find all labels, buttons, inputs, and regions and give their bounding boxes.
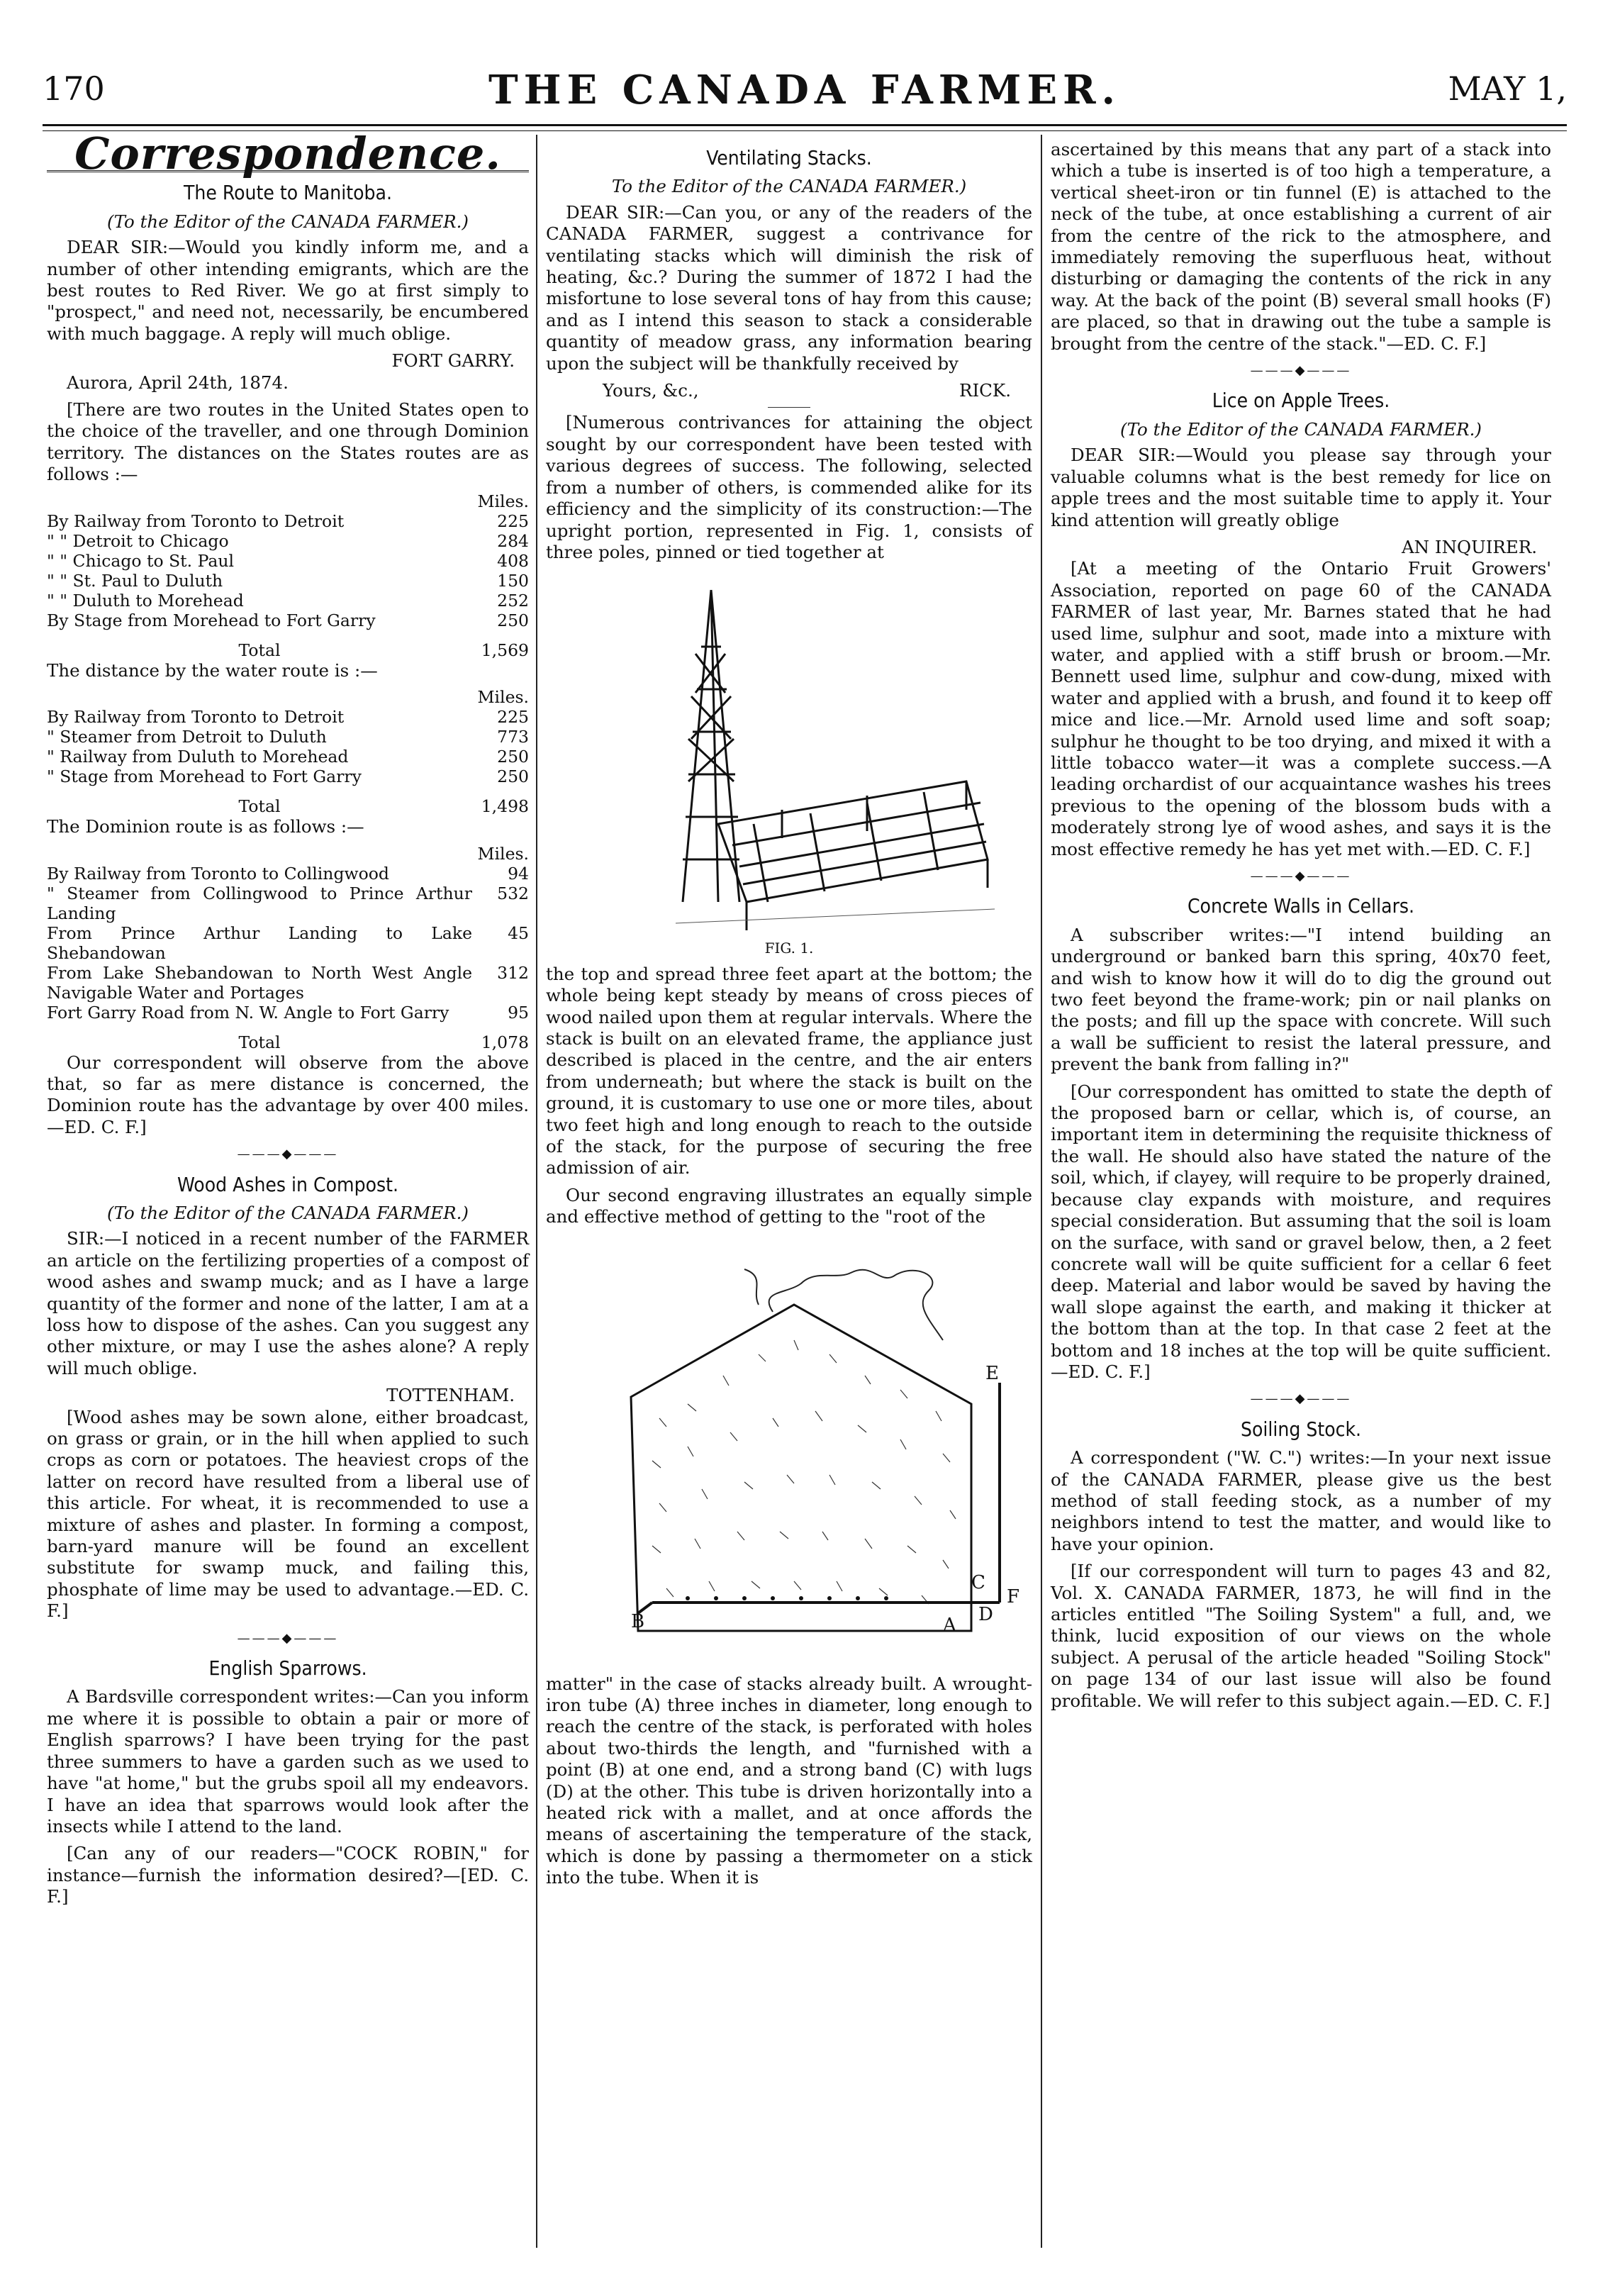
total-row: Total 1,498 <box>238 796 529 817</box>
continued-text: ascertained by this means that any part of a stack into which a tube is inserted is of too high a temperature, a vertical sheet-iron or tin funnel (E) is attached to the neck of the tube, at once establishing a current of air from the centre of the rick to the atmosphere, and immediately removing the superfluous heat, without disturbing or damaging the contents of the rick in any way. At the back of the point (B) several small hooks (F) are placed, so that in drawing out the tube a sample is brought from the centre of the stack."—ED. C. F.] <box>1051 139 1551 354</box>
table-row: " Stage from Morehead to Fort Garry 250 <box>47 767 529 787</box>
water-route-table <box>47 687 529 816</box>
units-label: Miles. <box>477 843 529 864</box>
letter-text: A subscriber writes:—"I intend building an underground or banked barn this spring, 40x70 feet, and wish to know how it will do to dig the ground out two feet beyond the frame-work; pin or nail planks on the posts; and fill up the space with concrete. Will such a wall be sufficient to resist the lateral pressure, and prevent the bank from falling in?" <box>1051 924 1551 1075</box>
ornament-divider: ———◆——— <box>1250 869 1352 884</box>
reply-end: Our correspondent will observe from the above that, so far as mere distance is concerned, the Dominion route has the advantage by over 400 miles.—ED. C. F.] <box>47 1052 529 1137</box>
reply-intro: [There are two routes in the United States open to the choice of the traveller, and one through Dominion territory. The distances on the States routes are as follows :— <box>47 399 529 485</box>
reply-text: the top and spread three feet apart at the bottom; the whole being kept steady by means of cross pieces of wood nailed upon them at regular intervals. Where the stack is built on an elevated frame, the appliance just described is placed in the centre, and the air enters from underneath; but where the stack is built on the ground, it is customary to use one or more tiles, about two feet high and long enough to reach to the outside of the stack, for the purpose of securing the free admission of air. <box>546 963 1032 1178</box>
fig2-label-b: B <box>631 1610 645 1632</box>
article-title: The Route to Manitoba. <box>184 181 392 205</box>
to-editor: (To the Editor of the CANADA FARMER.) <box>107 211 469 232</box>
table-row: By Stage from Morehead to Fort Garry 250 <box>47 610 529 630</box>
fig2-tube <box>638 1383 1000 1613</box>
fig2-haystack-illustration <box>546 1234 1032 1673</box>
letter-text: DEAR SIR:—Would you please say through your valuable columns what is the best remedy for lice on apple trees and the most suitable time to apply it. Your kind attention will greatly oblige <box>1051 445 1551 530</box>
signature: RICK. <box>959 380 1011 401</box>
fig2-label-d: D <box>978 1603 993 1625</box>
fig2-smoke <box>744 1269 943 1340</box>
section-title: Correspondence. <box>74 128 501 179</box>
issue-date: MAY 1, <box>1448 69 1567 108</box>
column-3 <box>1051 139 1551 1717</box>
signature: AN INQUIRER. <box>1401 536 1537 557</box>
header-rule <box>43 124 1567 126</box>
article-title: English Sparrows. <box>208 1656 367 1681</box>
table-row: " " St. Paul to Duluth 150 <box>47 570 529 591</box>
table-row: " " Chicago to St. Paul 408 <box>47 550 529 571</box>
article-title: Concrete Walls in Cellars. <box>1187 894 1415 918</box>
water-intro: The distance by the water route is :— <box>47 659 378 681</box>
letter-text: A Bardsville correspondent writes:—Can you inform me where it is possible to obtain a pair or more of English sparrows? I have been trying for the past three summers to have a garden such as we used to have "at home," but the grubs spoil all my endeavors. I have an idea that sparrows would look after the insects while I attend to the land. <box>47 1686 529 1837</box>
fig1-poles <box>683 590 739 902</box>
reply-text: [At a meeting of the Ontario Fruit Growers' Association, reported on page 60 of the CANADA FARMER of last year, Mr. Barnes stated that he had used lime, sulphur and soot, made into a mixture with water, and applied with a stiff brush or broom.—Mr. Bennett used lime, sulphur and cow-dung, mixed with water and applied with a brush, and found it to keep off mice and lice.—Mr. Arnold used lime and soft soap; sulphur he thought to be too drying, and mixed it with a little tobacco water—it was a complete success.—A leading orchardist of our acquaintance washes his trees previous to the opening of the blossom buds with a moderately strong lye of wood ashes, and says it is the most effective remedy he has yet met with.—ED. C. F.] <box>1051 558 1551 859</box>
article-title: Soiling Stock. <box>1240 1417 1362 1441</box>
reply-text: [If our correspondent will turn to pages 43 and 82, Vol. X. CANADA FARMER, 1873, he will find in the articles entitled "The Soiling System" a full, and, we think, lucid exposition of our views on the whole subject. A perusal of the article headed "Soiling Stock" on page 134 of our last issue will also be found profitable. We will refer to this subject again.—ED. C. F.] <box>1051 1561 1551 1711</box>
ornament-divider: ———◆——— <box>1250 363 1352 379</box>
closing-line <box>546 380 1032 401</box>
ornament-divider: ———◆——— <box>237 1630 339 1646</box>
table-row: " " Duluth to Morehead 252 <box>47 590 529 611</box>
signature: TOTTENHAM. <box>386 1385 515 1406</box>
article-title: Ventilating Stacks. <box>706 146 872 169</box>
reply-text: [Numerous contrivances for attaining the object sought by our correspondent have been tested with various degrees of success. The following, selected from a number of others, is commended alike for its efficiency and the simplicity of its construction:—The upright portion, represented in Fig. 1, consists of three poles, pinned or tied together at <box>546 412 1032 562</box>
units-label: Miles. <box>477 491 529 511</box>
divider <box>768 407 810 408</box>
total-row: Total 1,078 <box>238 1032 529 1052</box>
table-row: From Lake Shebandowan to North West Angle Navigable Water and Portages 312 <box>47 962 529 1003</box>
page-number: 170 <box>43 69 105 108</box>
table-row: By Railway from Toronto to Collingwood 94 <box>47 863 529 884</box>
column-1 <box>47 128 529 1914</box>
table-row: " Steamer from Detroit to Duluth 773 <box>47 727 529 747</box>
letter-text: DEAR SIR:—Would you kindly inform me, and a number of other intending emigrants, which are the best routes to Red River. We go at first simply to "prospect," and need not, necessarily, be encumbered with much baggage. A reply will much oblige. <box>47 237 529 344</box>
table-row: " Railway from Duluth to Morehead 250 <box>47 747 529 767</box>
dominion-route-table <box>47 844 529 1052</box>
reply-text: matter" in the case of stacks already built. A wrought-iron tube (A) three inches in diameter, long enough to reach the centre of the stack, is perforated with holes about two-thirds the length, and "furnished with a point (B) at one end, and a strong band (C) with lugs (D) at the other. This tube is driven horizontally into a heated rick with a mallet, and at once affords the means of ascertaining the temperature of the stack, which is done by passing a thermometer on a stick into the tube. When it is <box>546 1673 1032 1888</box>
article-title: Wood Ashes in Compost. <box>177 1172 398 1196</box>
fig2-label-c: C <box>971 1571 985 1593</box>
closing: Yours, &c., <box>603 380 699 401</box>
to-editor: To the Editor of the CANADA FARMER.) <box>611 176 967 197</box>
place-date: Aurora, April 24th, 1874. <box>67 372 289 393</box>
letter-text: DEAR SIR:—Can you, or any of the readers of the CANADA FARMER, suggest a contrivance for ventilating stacks which will diminish the risk of heating, &c.? During the summer of 1872 I had the misfortune to lose several tons of hay from this cause; and as I intend this season to stack a considerable quantity of meadow grass, any information bearing upon the subject will be thankfully received by <box>546 201 1032 374</box>
figure-caption: FIG. 1. <box>764 940 814 957</box>
table-row: From Prince Arthur Landing to Lake Shebandowan 45 <box>47 923 529 963</box>
fig2-hay-texture <box>652 1340 956 1604</box>
fig2-label-a: A <box>943 1614 956 1636</box>
fig2-label-f: F <box>1007 1586 1020 1607</box>
column-divider <box>1041 135 1042 2248</box>
dominion-intro: The Dominion route is as follows :— <box>47 816 364 837</box>
states-route-table <box>47 491 529 660</box>
table-row: " Steamer from Collingwood to Prince Arthur Landing 532 <box>47 883 529 923</box>
fig2-label-e: E <box>985 1362 999 1384</box>
article-title: Lice on Apple Trees. <box>1212 389 1390 413</box>
table-row: By Railway from Toronto to Detroit 225 <box>47 511 529 531</box>
fig2-perforations <box>686 1596 888 1600</box>
total-row: Total 1,569 <box>238 640 529 660</box>
fig1-ventilator-illustration <box>569 569 1009 937</box>
reply-text: [Wood ashes may be sown alone, either broadcast, on grass or grain, or in the hill when applied to such crops as corn or potatoes. The heaviest crops of the latter on record have resulted from a liberal use of this article. For wheat, it is recommended to use a mixture of ashes and plaster. In forming a compost, barn-yard manure will be found an excellent substitute for swamp muck, and failing this, phosphate of lime may be used to advantage.—ED. C. F.] <box>47 1406 529 1622</box>
ornament-divider: ———◆——— <box>237 1147 339 1162</box>
signature: FORT GARRY. <box>391 350 515 372</box>
to-editor: (To the Editor of the CANADA FARMER.) <box>1120 418 1482 440</box>
paper-title: THE CANADA FARMER. <box>488 67 1122 113</box>
column-2 <box>546 139 1032 1895</box>
to-editor: (To the Editor of the CANADA FARMER.) <box>107 1202 469 1223</box>
reply-text: [Can any of our readers—"COCK ROBIN," for instance—furnish the information desired?—[ED. C. F.] <box>47 1843 529 1907</box>
letter-text: A correspondent ("W. C.") writes:—In your next issue of the CANADA FARMER, please give us the best method of stall feeding stock, as a number of my neighbors intend to test the matter, and would like to have your opinion. <box>1051 1447 1551 1554</box>
table-row: By Railway from Toronto to Detroit 225 <box>47 707 529 728</box>
units-label: Miles. <box>477 687 529 708</box>
reply-text: Our second engraving illustrates an equally simple and effective method of getting to the "root of the <box>546 1184 1032 1227</box>
masthead <box>43 57 1567 121</box>
fig2-stack <box>631 1305 971 1631</box>
column-divider <box>536 135 537 2248</box>
reply-text: [Our correspondent has omitted to state the depth of the proposed barn or cellar, which is, of course, an important item in determining the requisite thickness of the wall. He should also have stated the nature of the soil, which, if clayey, will require to be properly drained, because clay expands with moisture, and requires special consideration. But assuming that the soil is loam on the surface, with sand or gravel below, then, a 2 feet concrete wall will be quite sufficient for a cellar 6 feet deep. Material and labor would be saved by having the wall slope against the earth, and making it thicker at the bottom than at the top. In that case 2 feet at the bottom and 18 inches at the top will be quite sufficient.—ED. C. F.] <box>1051 1081 1551 1382</box>
table-row: " " Detroit to Chicago 284 <box>47 530 529 551</box>
table-row: Fort Garry Road from N. W. Angle to Fort Garry 95 <box>47 1002 529 1022</box>
ornament-divider: ———◆——— <box>1250 1391 1352 1407</box>
letter-text: SIR:—I noticed in a recent number of the FARMER an article on the fertilizing properties of a compost of wood ashes and swamp muck; and as I have a large quantity of the former and none of the latter, I am at a loss how to dispose of the ashes. Can you suggest any other mixture, or may I use the ashes alone? A reply will much oblige. <box>47 1228 529 1378</box>
